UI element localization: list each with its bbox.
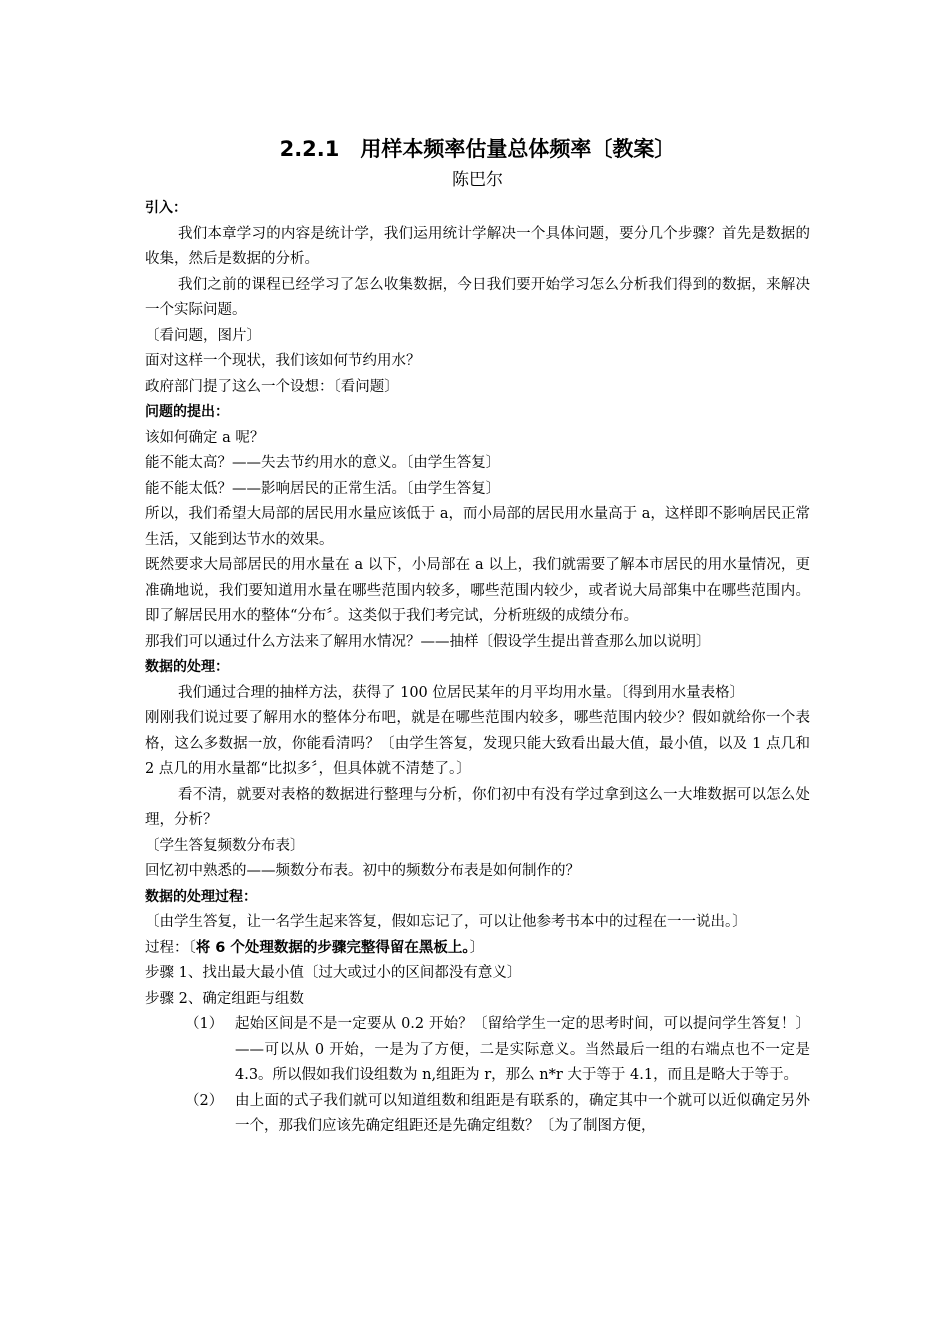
processing-paragraph-5: 回忆初中熟悉的——频数分布表。初中的频数分布表是如何制作的？ (145, 863, 580, 879)
step-2: 步骤 2、确定组距与组数 (145, 990, 304, 1007)
procedure-emphasis: 将 6 个处理数据的步骤完整得留在黑板上。 (195, 939, 470, 956)
processing-paragraph-1: 我们通过合理的抽样方法，获得了 100 位居民某年的月平均用水量。〔得到用水量表格〕 (178, 684, 745, 701)
document-body (145, 132, 810, 1140)
list-item-1 (145, 1012, 810, 1089)
question-paragraph-2: 能不能太高？——失去节约用水的意义。〔由学生答复〕 (145, 455, 501, 471)
question-paragraph-6: 那我们可以通过什么方法来了解用水情况？——抽样〔假设学生提出普查那么加以说明〕 (145, 633, 711, 650)
processing-paragraph-2: 刚刚我们说过要了解用水的整体分布吧，就是在哪些范围内较多，哪些范围内较少？假如就给你一个表格，这么多数据一放，你能看清吗？〔由学生答复，发现只能大致看出最大值，最小值，以及 1 点几和 2 点几的用水量都“比拟多〞，但具体就不清楚了。〕 (145, 710, 810, 777)
intro-paragraph-3: 〔看问题，图片〕 (145, 327, 261, 344)
list-marker-1: （1） (185, 1016, 224, 1032)
intro-paragraph-4: 面对这样一个现状，我们该如何节约用水？ (145, 353, 421, 369)
document-title: 2.2.1 用样本频率估量总体频率〔教案〕 (279, 137, 676, 161)
procedure-suffix: 〕 (469, 939, 485, 956)
step-1: 步骤 1、找出最大最小值〔过大或过小的区间都没有意义〕 (145, 965, 522, 981)
procedure-prefix: 过程：〔 (145, 939, 196, 956)
document-author: 陈巴尔 (452, 170, 503, 190)
question-paragraph-1: 该如何确定 a 呢？ (145, 429, 265, 446)
list-text-2: 由上面的式子我们就可以知道组数和组距是有联系的，确定其中一个就可以近似确定另外一个，那我们应该先确定组距还是先确定组数？〔为了制图方便， (235, 1092, 810, 1134)
list-marker-2: （2） (185, 1092, 224, 1109)
question-paragraph-3: 能不能太低？——影响居民的正常生活。〔由学生答复〕 (145, 480, 501, 497)
intro-paragraph-5: 政府部门提了这么一个设想：〔看问题〕 (145, 378, 399, 395)
intro-paragraph-2: 我们之前的课程已经学习了怎么收集数据，今日我们要开始学习怎么分析我们得到的数据，来解决一个实际问题。 (145, 276, 810, 318)
list-item-2 (145, 1089, 810, 1140)
processing-paragraph-3: 看不清，就要对表格的数据进行整理与分析，你们初中有没有学过拿到这么一大堆数据可以怎么处理，分析？ (145, 786, 810, 828)
intro-paragraph-1: 我们本章学习的内容是统计学，我们运用统计学解决一个具体问题，要分几个步骤？首先是数据的收集，然后是数据的分析。 (145, 225, 810, 267)
section-heading-intro: 引入： (145, 200, 187, 216)
question-paragraph-4: 所以，我们希望大局部的居民用水量应该低于 a，而小局部的居民用水量高于 a，这样即不影响居民正常生活，又能到达节水的效果。 (145, 506, 810, 548)
section-heading-question: 问题的提出： (145, 404, 229, 420)
section-heading-procedure: 数据的处理过程： (145, 888, 257, 905)
list-text-1: 起始区间是不是一定要从 0.2 开始？〔留给学生一定的思考时间，可以提问学生答复！〕——可以从 0 开始，一是为了方便，二是实际意义。当然最后一组的右端点也不一定是 4.3。所以假如我们设组数为 n,组距为 r，那么 n*r 大于等于 4.1，而且是略大于等于。 (235, 1016, 810, 1083)
section-heading-processing: 数据的处理： (145, 659, 229, 675)
procedure-paragraph-1: 〔由学生答复，让一名学生起来答复，假如忘记了，可以让他参考书本中的过程在一一说出。〕 (145, 914, 747, 930)
question-paragraph-5: 既然要求大局部居民的用水量在 a 以下，小局部在 a 以上，我们就需要了解本市居民的用水量情况，更准确地说，我们要知道用水量在哪些范围内较多，哪些范围内较少，或者说大局部集中在哪些范围内。即了解居民用水的整体“分布〞。这类似于我们考完试，分析班级的成绩分布。 (145, 557, 810, 624)
procedure-paragraph-2 (145, 936, 810, 962)
processing-paragraph-4: 〔学生答复频数分布表〕 (145, 837, 305, 854)
